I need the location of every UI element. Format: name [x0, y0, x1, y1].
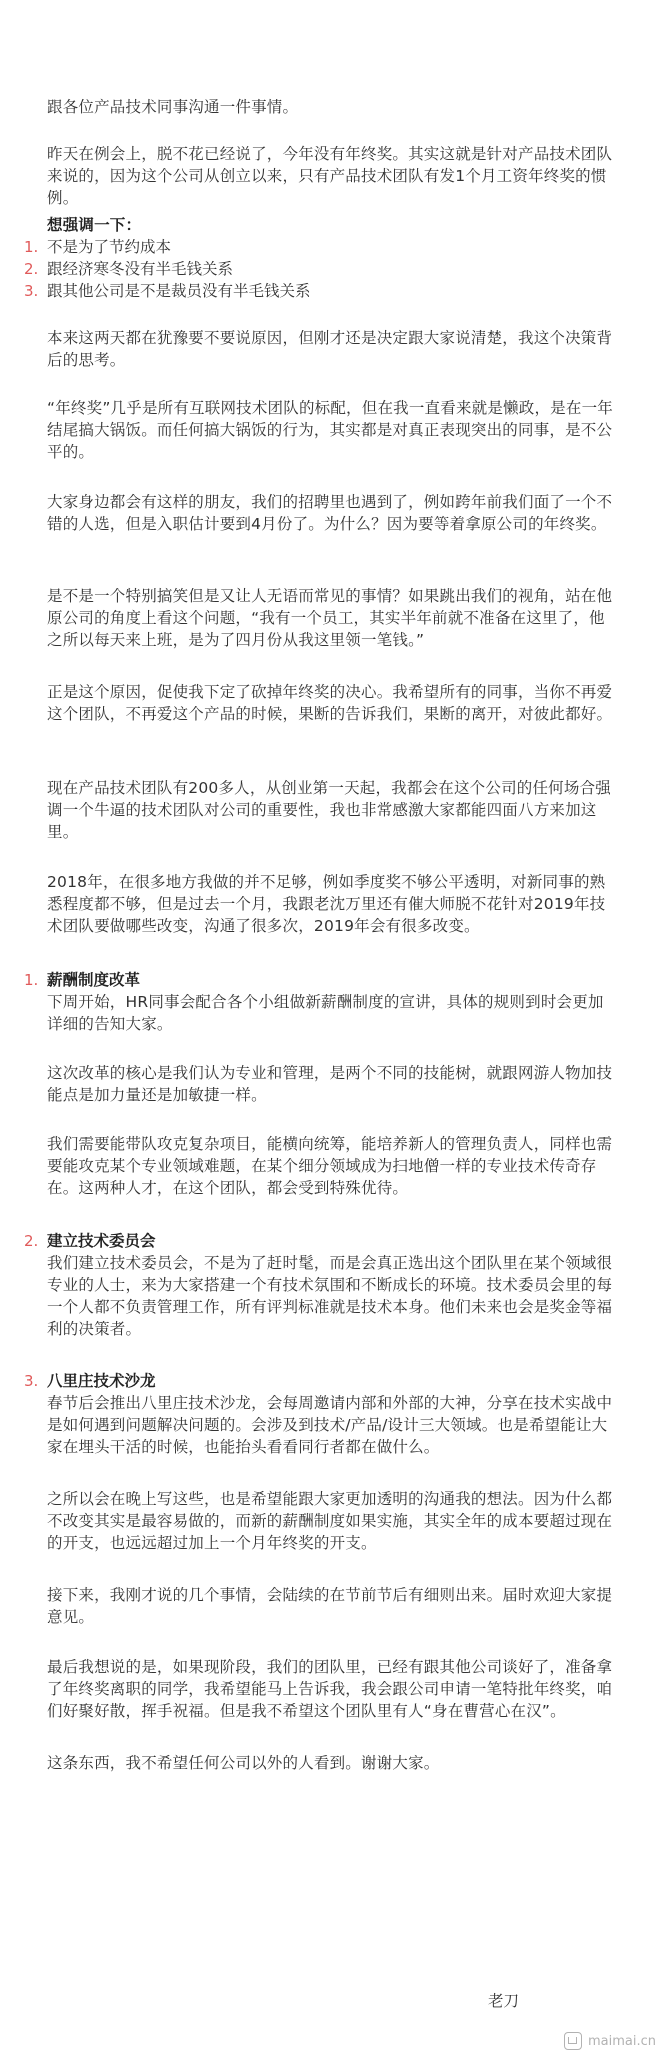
list-number: 2. — [24, 260, 39, 278]
section-number: 1. — [24, 971, 39, 989]
paragraph-7: 现在产品技术团队有200多人，从创业第一天起，我都会在这个公司的任何场合强调一个牛逼的技术团队对公司的重要性，我也非常感激大家都能四面八方来加这里。 — [47, 779, 611, 841]
watermark-text: maimai.cn — [587, 2033, 656, 2049]
paragraph-11: 最后我想说的是，如果现阶段，我们的团队里，已经有跟其他公司谈好了，准备拿了年终奖离职的同学，我希望能马上告诉我，我会跟公司申请一笔特批年终奖，咱们好聚好散，挥手祝福。但是我不希望这个团队里有人“身在曹营心在汉”。 — [47, 1658, 613, 1720]
paragraph-12: 这条东西，我不希望任何公司以外的人看到。谢谢大家。 — [47, 1754, 440, 1772]
emphasis-item — [24, 258, 624, 280]
section-1-body-3: 我们需要能带队攻克复杂项目，能横向统筹，能培养新人的管理负责人，同样也需要能攻克某个专业领域难题，在某个细分领域成为扫地僧一样的专业技术传奇存在。这两种人才，在这个团队，都会受到特殊优待。 — [47, 1135, 613, 1197]
maimai-logo-icon — [564, 2032, 582, 2050]
signature: 老刀 — [488, 1992, 520, 2010]
paragraph-9: 之所以会在晚上写这些，也是希望能跟大家更加透明的沟通我的想法。因为什么都不改变其实是最容易做的，而新的薪酬制度如果实施，其实全年的成本要超过现在的开支，也远远超过加上一个月年终奖的开支。 — [47, 1490, 613, 1552]
section-committee-heading — [24, 1230, 624, 1252]
watermark — [564, 2032, 656, 2050]
paragraph-6: 正是这个原因，促使我下定了砍掉年终奖的决心。我希望所有的同事，当你不再爱这个团队，不再爱这个产品的时候，果断的告诉我们，果断的离开，对彼此都好。 — [47, 683, 613, 723]
section-title: 八里庄技术沙龙 — [47, 1372, 156, 1390]
section-1-body: 下周开始，HR同事会配合各个小组做新薪酬制度的宣讲，具体的规则到时会更加详细的告知大家。 — [47, 993, 604, 1033]
section-薪酬-heading — [24, 969, 624, 991]
emphasis-heading: 想强调一下： — [47, 216, 142, 234]
section-2-body: 我们建立技术委员会，不是为了赶时髦，而是会真正选出这个团队里在某个领域很专业的人士，来为大家搭建一个有技术氛围和不断成长的环境。技术委员会里的每一个人都不负责管理工作，所有评判标准就是技术本身。他们未来也会是奖金等福利的决策者。 — [47, 1254, 613, 1338]
paragraph-2: 本来这两天都在犹豫要不要说原因，但刚才还是决定跟大家说清楚，我这个决策背后的思考。 — [47, 329, 613, 369]
section-number: 2. — [24, 1232, 39, 1250]
emphasis-item — [24, 236, 624, 258]
paragraph-1: 昨天在例会上，脱不花已经说了，今年没有年终奖。其实这就是针对产品技术团队来说的，因为这个公司从创立以来，只有产品技术团队有发1个月工资年终奖的惯例。 — [47, 145, 613, 207]
paragraph-3: “年终奖”几乎是所有互联网技术团队的标配，但在我一直看来就是懒政，是在一年结尾搞大锅饭。而任何搞大锅饭的行为，其实都是对真正表现突出的同事，是不公平的。 — [47, 399, 613, 461]
section-title: 薪酬制度改革 — [47, 971, 141, 989]
list-text: 跟其他公司是不是裁员没有半毛钱关系 — [47, 282, 311, 300]
list-text: 不是为了节约成本 — [47, 238, 172, 256]
paragraph-5: 是不是一个特别搞笑但是又让人无语而常见的事情？如果跳出我们的视角，站在他原公司的角度上看这个问题，“我有一个员工，其实半年前就不准备在这里了，他之所以每天来上班，是为了四月份从我这里领一笔钱。” — [47, 587, 613, 649]
paragraph-8: 2018年，在很多地方我做的并不足够，例如季度奖不够公平透明，对新同事的熟悉程度都不够，但是过去一个月，我跟老沈万里还有催大师脱不花针对2019年技术团队要做哪些改变，沟通了很多次，2019年会有很多改变。 — [47, 873, 606, 935]
section-3-body: 春节后会推出八里庄技术沙龙，会每周邀请内部和外部的大神，分享在技术实战中是如何遇到问题解决问题的。会涉及到技术/产品/设计三大领域。也是希望能让大家在埋头干活的时候，也能抬头看看同行者都在做什么。 — [47, 1394, 613, 1456]
section-number: 3. — [24, 1372, 39, 1390]
intro-paragraph: 跟各位产品技术同事沟通一件事情。 — [47, 98, 299, 116]
paragraph-10: 接下来，我刚才说的几个事情，会陆续的在节前节后有细则出来。届时欢迎大家提意见。 — [47, 1586, 613, 1626]
section-salon-heading — [24, 1370, 624, 1392]
emphasis-item — [24, 280, 624, 302]
list-text: 跟经济寒冬没有半毛钱关系 — [47, 260, 234, 278]
paragraph-4: 大家身边都会有这样的朋友，我们的招聘里也遇到了，例如跨年前我们面了一个不错的人选，但是入职估计要到4月份了。为什么？因为要等着拿原公司的年终奖。 — [47, 493, 613, 533]
list-number: 1. — [24, 238, 39, 256]
section-1-body-2: 这次改革的核心是我们认为专业和管理，是两个不同的技能树，就跟网游人物加技能点是加力量还是加敏捷一样。 — [47, 1064, 613, 1104]
section-title: 建立技术委员会 — [47, 1232, 156, 1250]
list-number: 3. — [24, 282, 39, 300]
